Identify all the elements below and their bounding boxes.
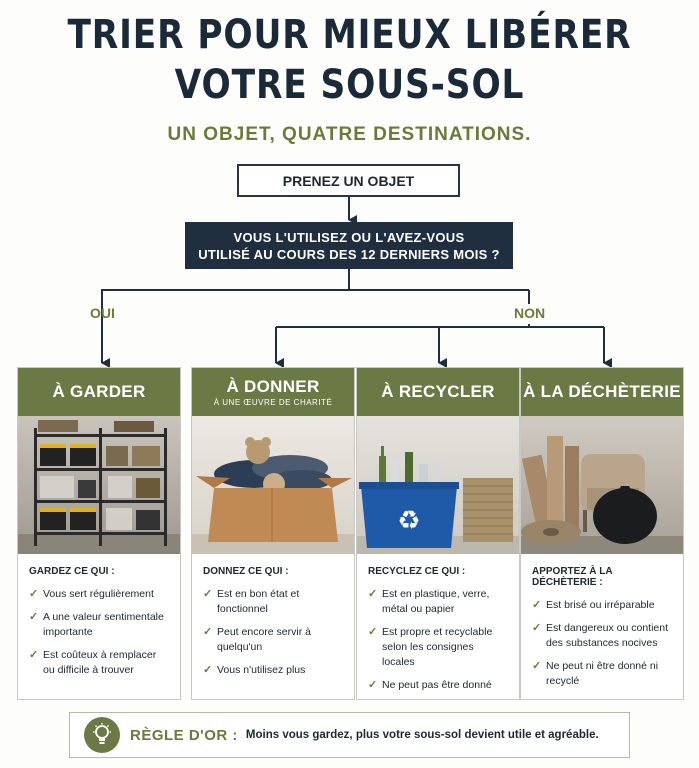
- card-heading: APPORTEZ À LA DÉCHÈTERIE :: [532, 566, 613, 588]
- check-icon: ✓: [29, 649, 39, 661]
- check-icon: ✓: [368, 588, 378, 600]
- check-icon: ✓: [203, 664, 213, 676]
- card-keep: [17, 367, 181, 700]
- card-landfill: [520, 367, 684, 700]
- golden-rule-label: RÈGLE D'OR :: [130, 726, 238, 744]
- list-item: ✓ Est dangereux ou contient des substances nocives: [532, 622, 669, 649]
- card-recycle: [356, 367, 520, 700]
- arrow-down-icon: [102, 269, 349, 363]
- card-title: À LA DÉCHÈTERIE: [523, 382, 681, 401]
- card-subtitle: À UNE ŒUVRE DE CHARITÉ: [213, 398, 333, 407]
- card-header: [357, 368, 519, 416]
- junk-pile-image: [521, 416, 683, 554]
- check-icon: ✓: [203, 588, 213, 600]
- check-icon: ✓: [532, 660, 542, 672]
- branch-no-label: NON: [514, 305, 546, 321]
- card-heading: RECYCLEZ CE QUI :: [368, 566, 466, 577]
- check-icon: ✓: [532, 599, 542, 611]
- question-line-2: UTILISÉ AU COURS DES 12 DERNIERS MOIS ?: [198, 246, 500, 262]
- check-icon: ✓: [532, 622, 542, 634]
- list-item: ✓ Ne peut pas être donné: [368, 679, 492, 691]
- list-item: ✓ Est brisé ou irréparable: [532, 599, 655, 611]
- list-item: ✓ A une valeur sentimentale importante: [29, 611, 164, 638]
- donation-box-image: [192, 416, 354, 554]
- card-header: [18, 368, 180, 416]
- check-icon: ✓: [368, 626, 378, 638]
- card-donate: [191, 367, 355, 700]
- start-box: PRENEZ UN OBJET: [237, 164, 460, 197]
- check-icon: ✓: [29, 611, 39, 623]
- list-item: ✓ Est en bon état et fonctionnel: [203, 588, 300, 615]
- main-title-line-2: VOTRE SOUS-SOL: [174, 62, 525, 108]
- card-header: [521, 368, 683, 416]
- question-line-1: VOUS L'UTILISEZ OU L'AVEZ-VOUS: [233, 229, 465, 245]
- card-title: À RECYCLER: [381, 382, 495, 401]
- list-item: ✓ Vous n'utilisez plus: [203, 664, 306, 676]
- card-heading: DONNEZ CE QUI :: [203, 566, 289, 577]
- card-header: [192, 368, 354, 416]
- list-item: ✓ Est propre et recyclable selon les consignes locales: [368, 626, 493, 668]
- lightbulb-icon: [84, 717, 120, 753]
- golden-rule-text: Moins vous gardez, plus votre sous-sol devient utile et agréable.: [245, 729, 599, 741]
- check-icon: ✓: [368, 679, 378, 691]
- card-title: À GARDER: [52, 382, 146, 401]
- recycling-bin-image: [357, 416, 519, 554]
- list-item: ✓ Vous sert régulièrement: [29, 588, 154, 600]
- check-icon: ✓: [29, 588, 39, 600]
- list-item: ✓ Est en plastique, verre, métal ou papier: [368, 588, 490, 615]
- list-item: ✓ Est coûteux à remplacer ou difficile à trouver: [29, 649, 157, 676]
- list-item: ✓ Peut encore servir à quelqu'un: [203, 626, 311, 653]
- main-title-line-1: TRIER POUR MIEUX LIBÉRER: [67, 12, 632, 58]
- question-box: [185, 222, 513, 269]
- check-icon: ✓: [203, 626, 213, 638]
- card-heading: GARDEZ CE QUI :: [29, 566, 115, 577]
- golden-rule-box: [69, 712, 630, 758]
- subtitle: UN OBJET, QUATRE DESTINATIONS.: [167, 124, 532, 145]
- list-item: ✓ Ne peut ni être donné ni recyclé: [532, 660, 659, 687]
- branch-yes-label: OUI: [90, 305, 115, 321]
- shelving-image: [18, 416, 180, 554]
- card-title: À DONNER: [226, 377, 320, 396]
- recycle-icon: ♻: [397, 506, 421, 536]
